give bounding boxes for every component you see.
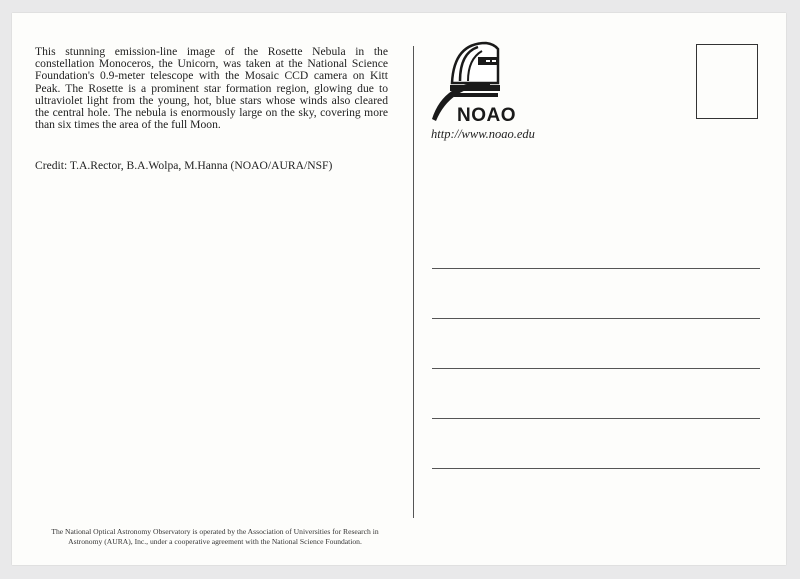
stamp-box: [696, 44, 758, 119]
address-line[interactable]: [432, 268, 760, 269]
address-line[interactable]: [432, 468, 760, 469]
address-line[interactable]: [432, 368, 760, 369]
footer-note: The National Optical Astronomy Observatory is operated by the Association of Universities for Research in Astronomy (AURA), Inc., under a cooperative agreement with the National Science Foundation.: [51, 527, 379, 546]
website-url[interactable]: http://www.noao.edu: [431, 127, 535, 141]
image-credit: Credit: T.A.Rector, B.A.Wolpa, M.Hanna (NOAO/AURA/NSF): [35, 159, 333, 172]
postcard-back: [12, 13, 786, 565]
address-line[interactable]: [432, 318, 760, 319]
image-description: This stunning emission-line image of the Rosette Nebula in the constellation Monoceros, the Unicorn, was taken at the National Science Foundation's 0.9-meter telescope with the Mosaic CCD camera on Kitt Peak. The Rosette is a prominent star formation region, glowing due to ultraviolet light from the young, hot, blue stars whose winds also cleared the central hole. The nebula is enormously large on the sky, covering more than six times the area of the full Moon.: [35, 45, 388, 132]
address-line[interactable]: [432, 418, 760, 419]
center-divider: [413, 46, 414, 518]
logo-wordmark: NOAO: [457, 105, 516, 126]
